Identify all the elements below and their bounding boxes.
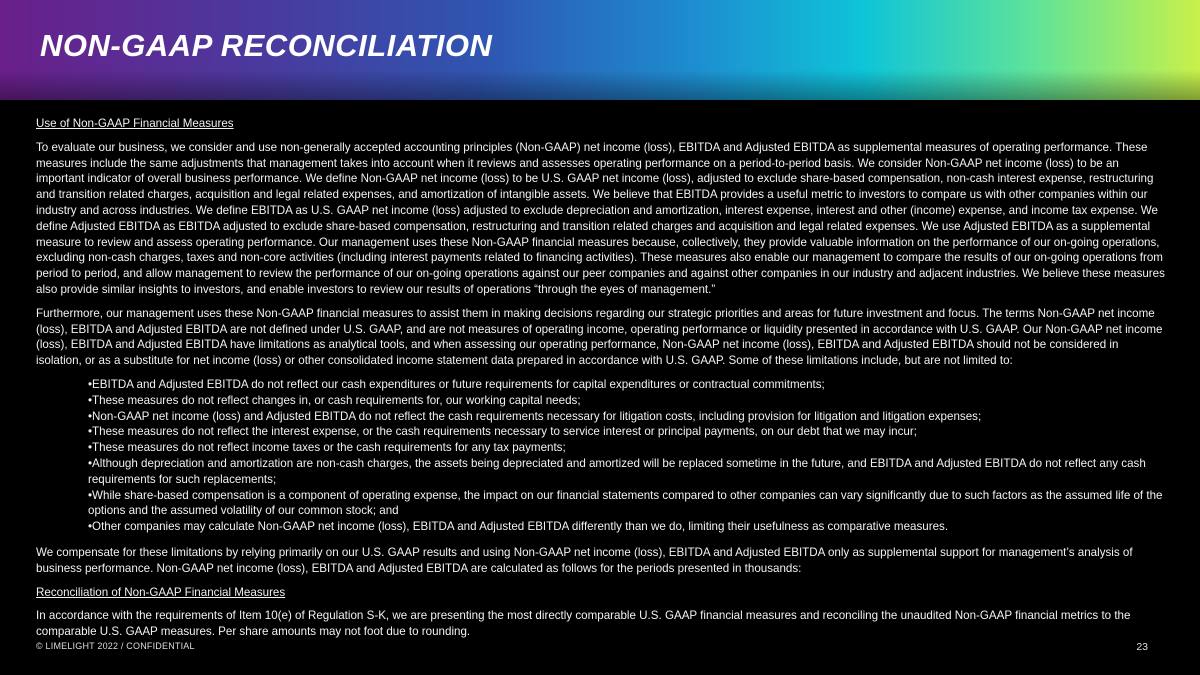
- list-item: •While share-based compensation is a component of operating expense, the impact on our financial statements compared to other companies can vary significantly due to such factors as the assumed life of the options and the assumed volatility of our common stock; and: [88, 488, 1163, 518]
- list-item: •Non-GAAP net income (loss) and Adjusted EBITDA do not reflect the cash requirements necessary for litigation costs, including provision for litigation and litigation expenses;: [88, 409, 982, 423]
- list-item: •These measures do not reflect the interest expense, or the cash requirements necessary to service interest or principal payments, on our debt that we may incur;: [88, 425, 917, 439]
- section-heading-use: Use of Non-GAAP Financial Measures: [36, 117, 234, 130]
- body-content: [36, 116, 1166, 648]
- page-title: NON-GAAP RECONCILIATION: [40, 28, 493, 63]
- list-item: •EBITDA and Adjusted EBITDA do not reflect our cash expenditures or future requirements for capital expenditures or contractual commitments;: [88, 377, 825, 391]
- limitations-list: [36, 377, 1166, 535]
- section-heading-reconciliation: Reconciliation of Non-GAAP Financial Measures: [36, 585, 286, 599]
- confidential-notice: © LIMELIGHT 2022 / CONFIDENTIAL: [36, 641, 195, 651]
- page-number: 23: [1136, 641, 1148, 653]
- header-banner: [0, 0, 1200, 100]
- list-item: •Other companies may calculate Non-GAAP net income (loss), EBITDA and Adjusted EBITDA differently than we do, limiting their usefulness as comparative measures.: [88, 520, 949, 534]
- paragraph-use-1: To evaluate our business, we consider and use non-generally accepted accounting principles (Non-GAAP) net income (loss), EBITDA and Adjusted EBITDA as supplemental measures of operating performance. These measures include the same adjustments that management takes into account when it reviews and assesses operating performance on a period-to-period basis. We consider Non-GAAP net income (loss) to be an important indicator of overall business performance. We define Non-GAAP net income (loss) to be U.S. GAAP net income (loss), adjusted to exclude share-based compensation, non-cash interest expense, restructuring and transition related charges, acquisition and legal related expenses, and amortization of intangible assets. We believe that EBITDA provides a useful metric to investors to compare us with other companies within our industry and across industries. We define EBITDA as U.S. GAAP net income (loss) adjusted to exclude depreciation and amortization, interest expense, interest and other (income) expense, and income tax expense. We define Adjusted EBITDA as EBITDA adjusted to exclude share-based compensation, restructuring and transition related charges and acquisition and legal related expenses. We use Adjusted EBITDA as a supplemental measure to review and assess operating performance. Our management uses these Non-GAAP financial measures because, collectively, they provide valuable information on the performance of our on-going operations, excluding non-cash charges, taxes and non-core activities (including interest payments related to financing activities). These measures also enable our management to compare the results of our on-going operations from period to period, and allow management to review the performance of our on-going operations against our peer companies and against other companies in our industry and adjacent industries. We believe these measures also provide similar insights to investors, and enable investors to review our results of operations “through the eyes of management.”: [36, 140, 1165, 296]
- list-item: •These measures do not reflect income taxes or the cash requirements for any tax payments;: [88, 441, 566, 455]
- paragraph-reconciliation-1: In accordance with the requirements of Item 10(e) of Regulation S-K, we are presenting the most directly comparable U.S. GAAP financial measures and reconciling the unaudited Non-GAAP financial metrics to the comparable U.S. GAAP measures. Per share amounts may not foot due to rounding.: [36, 609, 1131, 639]
- list-item: •Although depreciation and amortization are non-cash charges, the assets being depreciated and amortized will be replaced sometime in the future, and EBITDA and Adjusted EBITDA do not reflect any cash requirements for such replacements;: [88, 456, 1146, 486]
- paragraph-use-3: We compensate for these limitations by relying primarily on our U.S. GAAP results and using Non-GAAP net income (loss), EBITDA and Adjusted EBITDA only as supplemental support for management’s analysis of business performance. Non-GAAP net income (loss), EBITDA and Adjusted EBITDA are calculated as follows for the periods presented in thousands:: [36, 545, 1133, 575]
- list-item: •These measures do not reflect changes in, or cash requirements for, our working capital needs;: [88, 393, 581, 407]
- paragraph-use-2: Furthermore, our management uses these Non-GAAP financial measures to assist them in making decisions regarding our strategic priorities and areas for future investment and focus. The terms Non-GAAP net income (loss), EBITDA and Adjusted EBITDA are not defined under U.S. GAAP, and are not measures of operating income, operating performance or liquidity presented in accordance with U.S. GAAP. Our Non-GAAP net income (loss), EBITDA and Adjusted EBITDA have limitations as analytical tools, and when assessing our operating performance, Non-GAAP net income (loss), EBITDA and Adjusted EBITDA should not be considered in isolation, or as a substitute for net income (loss) or other consolidated income statement data prepared in accordance with U.S. GAAP. Some of these limitations include, but are not limited to:: [36, 306, 1163, 368]
- header-fade: [0, 70, 1200, 100]
